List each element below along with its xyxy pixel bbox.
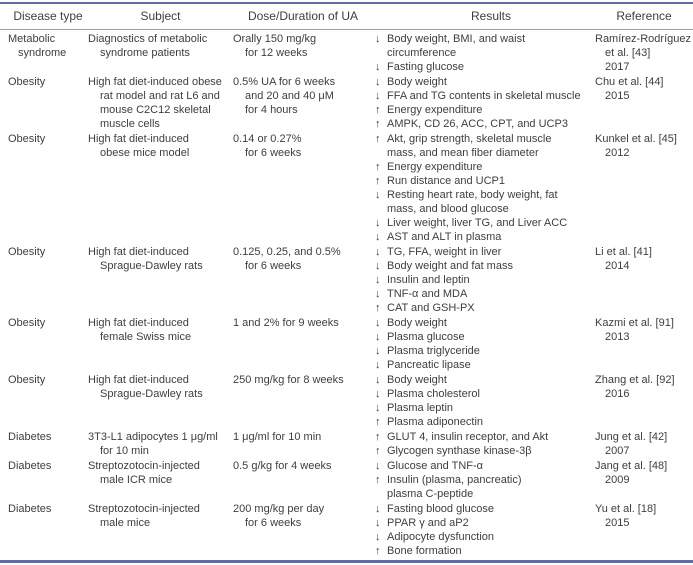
result-line xyxy=(375,487,595,501)
result-text: mass, and blood glucose xyxy=(387,203,509,215)
result-text: CAT and GSH-PX xyxy=(387,302,475,314)
result-text: Body weight xyxy=(387,317,447,329)
result-text: Fasting blood glucose xyxy=(387,503,495,515)
cell-subject xyxy=(88,132,233,244)
cell-disease-type-line: Obesity xyxy=(8,374,46,386)
result-line xyxy=(375,330,595,344)
cell-subject-line: High fat diet-induced obese xyxy=(88,76,222,88)
result-text: Adipocyte dysfunction xyxy=(387,531,495,543)
result-text: FFA and TG contents in skeletal muscle xyxy=(387,90,581,102)
cell-reference-line: et al. [43] xyxy=(605,47,651,59)
result-line xyxy=(375,530,595,544)
decrease-arrow-icon: ↓ xyxy=(375,374,381,386)
result-line xyxy=(375,273,595,287)
cell-results xyxy=(373,502,595,558)
cell-dose-duration xyxy=(233,132,373,244)
cell-subject-line: mouse C2C12 skeletal xyxy=(100,104,211,116)
increase-arrow-icon: ↑ xyxy=(375,133,381,145)
result-text: Glucose and TNF-α xyxy=(387,460,484,472)
result-line xyxy=(375,544,595,558)
cell-subject-line: High fat diet-induced xyxy=(88,374,189,386)
cell-results xyxy=(373,75,595,131)
decrease-arrow-icon: ↓ xyxy=(375,402,381,414)
result-line xyxy=(375,188,595,202)
cell-dose-duration xyxy=(233,502,373,558)
cell-results xyxy=(373,430,595,458)
result-text: Insulin and leptin xyxy=(387,274,470,286)
result-line xyxy=(375,259,595,273)
cell-subject-line: male ICR mice xyxy=(100,474,173,486)
increase-arrow-icon: ↑ xyxy=(375,445,381,457)
cell-subject-line: muscle cells xyxy=(100,118,160,130)
result-line xyxy=(375,75,595,89)
cell-subject-line: Streptozotocin-injected xyxy=(88,460,200,472)
increase-arrow-icon: ↑ xyxy=(375,161,381,173)
result-text: Insulin (plasma, pancreatic) xyxy=(387,474,522,486)
cell-results xyxy=(373,316,595,372)
cell-disease-type-line: Metabolic xyxy=(8,33,56,45)
result-line xyxy=(375,202,595,216)
cell-disease-type-line: Diabetes xyxy=(8,503,52,515)
table-row xyxy=(0,429,693,458)
cell-subject xyxy=(88,459,233,501)
increase-arrow-icon: ↑ xyxy=(375,104,381,116)
cell-reference-line: 2007 xyxy=(605,445,630,457)
cell-reference-line: 2012 xyxy=(605,147,630,159)
result-line xyxy=(375,103,595,117)
table-row xyxy=(0,372,693,429)
result-text: circumference xyxy=(387,47,457,59)
cell-dose-duration-line: 0.14 or 0.27% xyxy=(233,133,302,145)
cell-dose-duration xyxy=(233,75,373,131)
result-line xyxy=(375,60,595,74)
cell-results xyxy=(373,459,595,501)
decrease-arrow-icon: ↓ xyxy=(375,217,381,229)
decrease-arrow-icon: ↓ xyxy=(375,331,381,343)
cell-disease-type xyxy=(8,316,88,372)
arrow-spacer xyxy=(375,46,387,60)
cell-disease-type xyxy=(8,373,88,429)
result-text: Body weight xyxy=(387,76,447,88)
column-header-subject: Subject xyxy=(140,9,181,23)
cell-reference xyxy=(595,459,693,501)
increase-arrow-icon: ↑ xyxy=(375,474,381,486)
cell-disease-type xyxy=(8,245,88,315)
cell-dose-duration-line: 200 mg/kg per day xyxy=(233,503,325,515)
decrease-arrow-icon: ↓ xyxy=(375,345,381,357)
cell-subject-line: High fat diet-induced xyxy=(88,246,189,258)
cell-disease-type-line: Diabetes xyxy=(8,460,52,472)
result-line xyxy=(375,344,595,358)
decrease-arrow-icon: ↓ xyxy=(375,260,381,272)
result-text: Glycogen synthase kinase-3β xyxy=(387,445,532,457)
cell-reference-line: 2015 xyxy=(605,517,630,529)
decrease-arrow-icon: ↓ xyxy=(375,317,381,329)
result-line xyxy=(375,415,595,429)
decrease-arrow-icon: ↓ xyxy=(375,503,381,515)
cell-disease-type-line: Diabetes xyxy=(8,431,52,443)
increase-arrow-icon: ↑ xyxy=(375,302,381,314)
decrease-arrow-icon: ↓ xyxy=(375,61,381,73)
cell-subject-line: female Swiss mice xyxy=(100,331,192,343)
cell-dose-duration-line: for 6 weeks xyxy=(245,517,302,529)
cell-reference-line: 2015 xyxy=(605,90,630,102)
cell-dose-duration xyxy=(233,459,373,501)
cell-disease-type xyxy=(8,132,88,244)
result-text: Pancreatic lipase xyxy=(387,359,471,371)
cell-disease-type xyxy=(8,75,88,131)
decrease-arrow-icon: ↓ xyxy=(375,33,381,45)
cell-subject-line: male mice xyxy=(100,517,151,529)
decrease-arrow-icon: ↓ xyxy=(375,517,381,529)
cell-dose-duration-line: for 6 weeks xyxy=(245,147,302,159)
cell-disease-type-line: Obesity xyxy=(8,76,46,88)
increase-arrow-icon: ↑ xyxy=(375,431,381,443)
cell-dose-duration-line: 250 mg/kg for 8 weeks xyxy=(233,374,344,386)
cell-dose-duration-line: Orally 150 mg/kg xyxy=(233,33,317,45)
cell-subject-line: obese mice model xyxy=(100,147,190,159)
cell-dose-duration-line: 0.125, 0.25, and 0.5% xyxy=(233,246,341,258)
decrease-arrow-icon: ↓ xyxy=(375,189,381,201)
cell-subject xyxy=(88,316,233,372)
cell-reference-line: Li et al. [41] xyxy=(595,246,652,258)
result-line xyxy=(375,301,595,315)
decrease-arrow-icon: ↓ xyxy=(375,388,381,400)
table-row xyxy=(0,501,693,558)
result-text: plasma C-peptide xyxy=(387,488,474,500)
cell-dose-duration-line: 0.5 g/kg for 4 weeks xyxy=(233,460,332,472)
cell-results xyxy=(373,132,595,244)
cell-reference xyxy=(595,430,693,458)
cell-reference-line: Kunkel et al. [45] xyxy=(595,133,677,145)
increase-arrow-icon: ↑ xyxy=(375,545,381,557)
table-row xyxy=(0,244,693,315)
result-text: Fasting glucose xyxy=(387,61,465,73)
result-line xyxy=(375,459,595,473)
result-line xyxy=(375,373,595,387)
result-text: mass, and mean fiber diameter xyxy=(387,147,539,159)
cell-subject-line: rat model and rat L6 and xyxy=(100,90,220,102)
cell-subject-line: High fat diet-induced xyxy=(88,133,189,145)
column-header-results: Results xyxy=(470,9,511,23)
result-text: Akt, grip strength, skeletal muscle xyxy=(387,133,552,145)
column-header-reference: Reference xyxy=(616,9,672,23)
cell-dose-duration-line: and 20 and 40 μM xyxy=(245,90,334,102)
result-line xyxy=(375,316,595,330)
cell-dose-duration xyxy=(233,316,373,372)
result-line xyxy=(375,401,595,415)
result-text: Run distance and UCP1 xyxy=(387,175,506,187)
result-line xyxy=(375,430,595,444)
result-line xyxy=(375,444,595,458)
cell-subject-line: High fat diet-induced xyxy=(88,317,189,329)
cell-subject xyxy=(88,75,233,131)
arrow-spacer xyxy=(375,146,387,160)
arrow-spacer xyxy=(375,487,387,501)
cell-disease-type-line: syndrome xyxy=(18,47,67,59)
result-line xyxy=(375,473,595,487)
result-text: Energy expenditure xyxy=(387,104,483,116)
table-row xyxy=(0,31,693,74)
cell-dose-duration-line: for 4 hours xyxy=(245,104,298,116)
cell-subject xyxy=(88,373,233,429)
result-text: Plasma triglyceride xyxy=(387,345,480,357)
cell-disease-type xyxy=(8,32,88,74)
decrease-arrow-icon: ↓ xyxy=(375,460,381,472)
cell-reference-line: 2014 xyxy=(605,260,630,272)
cell-reference-line: 2009 xyxy=(605,474,630,486)
cell-disease-type-line: Obesity xyxy=(8,317,46,329)
decrease-arrow-icon: ↓ xyxy=(375,76,381,88)
cell-reference-line: Chu et al. [44] xyxy=(595,76,664,88)
cell-results xyxy=(373,32,595,74)
cell-reference-line: Jung et al. [42] xyxy=(595,431,668,443)
ua-disease-effects-table xyxy=(0,2,693,563)
result-line xyxy=(375,89,595,103)
cell-dose-duration-line: for 6 weeks xyxy=(245,260,302,272)
result-line xyxy=(375,230,595,244)
result-text: Liver weight, liver TG, and Liver ACC xyxy=(387,217,568,229)
cell-subject xyxy=(88,32,233,74)
column-header-dose-duration: Dose/Duration of UA xyxy=(247,9,359,23)
cell-subject-line: for 10 min xyxy=(100,445,149,457)
table-row xyxy=(0,458,693,501)
decrease-arrow-icon: ↓ xyxy=(375,246,381,258)
table-row xyxy=(0,315,693,372)
decrease-arrow-icon: ↓ xyxy=(375,274,381,286)
increase-arrow-icon: ↑ xyxy=(375,118,381,130)
increase-arrow-icon: ↑ xyxy=(375,416,381,428)
decrease-arrow-icon: ↓ xyxy=(375,90,381,102)
result-line xyxy=(375,132,595,146)
cell-reference-line: 2013 xyxy=(605,331,630,343)
result-line xyxy=(375,32,595,46)
cell-dose-duration xyxy=(233,245,373,315)
cell-reference-line: Kazmi et al. [91] xyxy=(595,317,674,329)
cell-subject xyxy=(88,245,233,315)
cell-reference xyxy=(595,75,693,131)
column-header-disease-type: Disease type xyxy=(13,9,83,23)
cell-dose-duration-line: 1 and 2% for 9 weeks xyxy=(233,317,339,329)
cell-disease-type xyxy=(8,459,88,501)
cell-reference-line: Ramírez-Rodríguez xyxy=(595,33,691,45)
cell-results xyxy=(373,245,595,315)
cell-disease-type xyxy=(8,502,88,558)
cell-reference xyxy=(595,316,693,372)
result-line xyxy=(375,502,595,516)
cell-reference xyxy=(595,245,693,315)
cell-dose-duration-line: 1 μg/ml for 10 min xyxy=(233,431,322,443)
table-body xyxy=(0,30,693,560)
result-line xyxy=(375,287,595,301)
decrease-arrow-icon: ↓ xyxy=(375,288,381,300)
decrease-arrow-icon: ↓ xyxy=(375,531,381,543)
cell-subject xyxy=(88,430,233,458)
cell-reference-line: Yu et al. [18] xyxy=(595,503,657,515)
table-row xyxy=(0,131,693,244)
cell-disease-type-line: Obesity xyxy=(8,133,46,145)
result-text: Plasma glucose xyxy=(387,331,465,343)
result-line xyxy=(375,160,595,174)
result-text: AMPK, CD 26, ACC, CPT, and UCP3 xyxy=(387,118,568,130)
cell-reference-line: 2017 xyxy=(605,61,630,73)
result-text: Resting heart rate, body weight, fat xyxy=(387,189,558,201)
result-line xyxy=(375,516,595,530)
cell-subject xyxy=(88,502,233,558)
result-text: Plasma adiponectin xyxy=(387,416,484,428)
cell-dose-duration xyxy=(233,373,373,429)
result-line xyxy=(375,46,595,60)
result-text: AST and ALT in plasma xyxy=(387,231,502,243)
cell-dose-duration xyxy=(233,430,373,458)
result-line xyxy=(375,358,595,372)
table-row xyxy=(0,74,693,131)
result-text: Body weight, BMI, and waist xyxy=(387,33,526,45)
cell-reference xyxy=(595,32,693,74)
result-text: Bone formation xyxy=(387,545,462,557)
increase-arrow-icon: ↑ xyxy=(375,175,381,187)
cell-reference-line: Jang et al. [48] xyxy=(595,460,668,472)
result-line xyxy=(375,146,595,160)
decrease-arrow-icon: ↓ xyxy=(375,231,381,243)
cell-reference-line: Zhang et al. [92] xyxy=(595,374,675,386)
cell-dose-duration xyxy=(233,32,373,74)
result-text: TG, FFA, weight in liver xyxy=(387,246,502,258)
result-text: Body weight and fat mass xyxy=(387,260,513,272)
cell-dose-duration-line: 0.5% UA for 6 weeks xyxy=(233,76,336,88)
table-header-row xyxy=(0,4,693,30)
cell-subject-line: Sprague-Dawley rats xyxy=(100,388,203,400)
cell-results xyxy=(373,373,595,429)
cell-dose-duration-line: for 12 weeks xyxy=(245,47,308,59)
result-text: TNF-α and MDA xyxy=(387,288,468,300)
result-line xyxy=(375,245,595,259)
result-line xyxy=(375,216,595,230)
arrow-spacer xyxy=(375,202,387,216)
result-text: Plasma leptin xyxy=(387,402,454,414)
cell-disease-type xyxy=(8,430,88,458)
decrease-arrow-icon: ↓ xyxy=(375,359,381,371)
cell-reference xyxy=(595,373,693,429)
cell-subject-line: syndrome patients xyxy=(100,47,190,59)
result-text: Energy expenditure xyxy=(387,161,483,173)
result-line xyxy=(375,174,595,188)
cell-subject-line: Streptozotocin-injected xyxy=(88,503,200,515)
cell-reference xyxy=(595,132,693,244)
cell-subject-line: Sprague-Dawley rats xyxy=(100,260,203,272)
result-line xyxy=(375,387,595,401)
cell-reference xyxy=(595,502,693,558)
cell-subject-line: 3T3-L1 adipocytes 1 μg/ml xyxy=(88,431,218,443)
result-text: PPAR γ and aP2 xyxy=(387,517,469,529)
cell-subject-line: Diagnostics of metabolic xyxy=(88,33,208,45)
result-line xyxy=(375,117,595,131)
result-text: Body weight xyxy=(387,374,447,386)
result-text: GLUT 4, insulin receptor, and Akt xyxy=(387,431,549,443)
result-text: Plasma cholesterol xyxy=(387,388,480,400)
cell-disease-type-line: Obesity xyxy=(8,246,46,258)
cell-reference-line: 2016 xyxy=(605,388,630,400)
